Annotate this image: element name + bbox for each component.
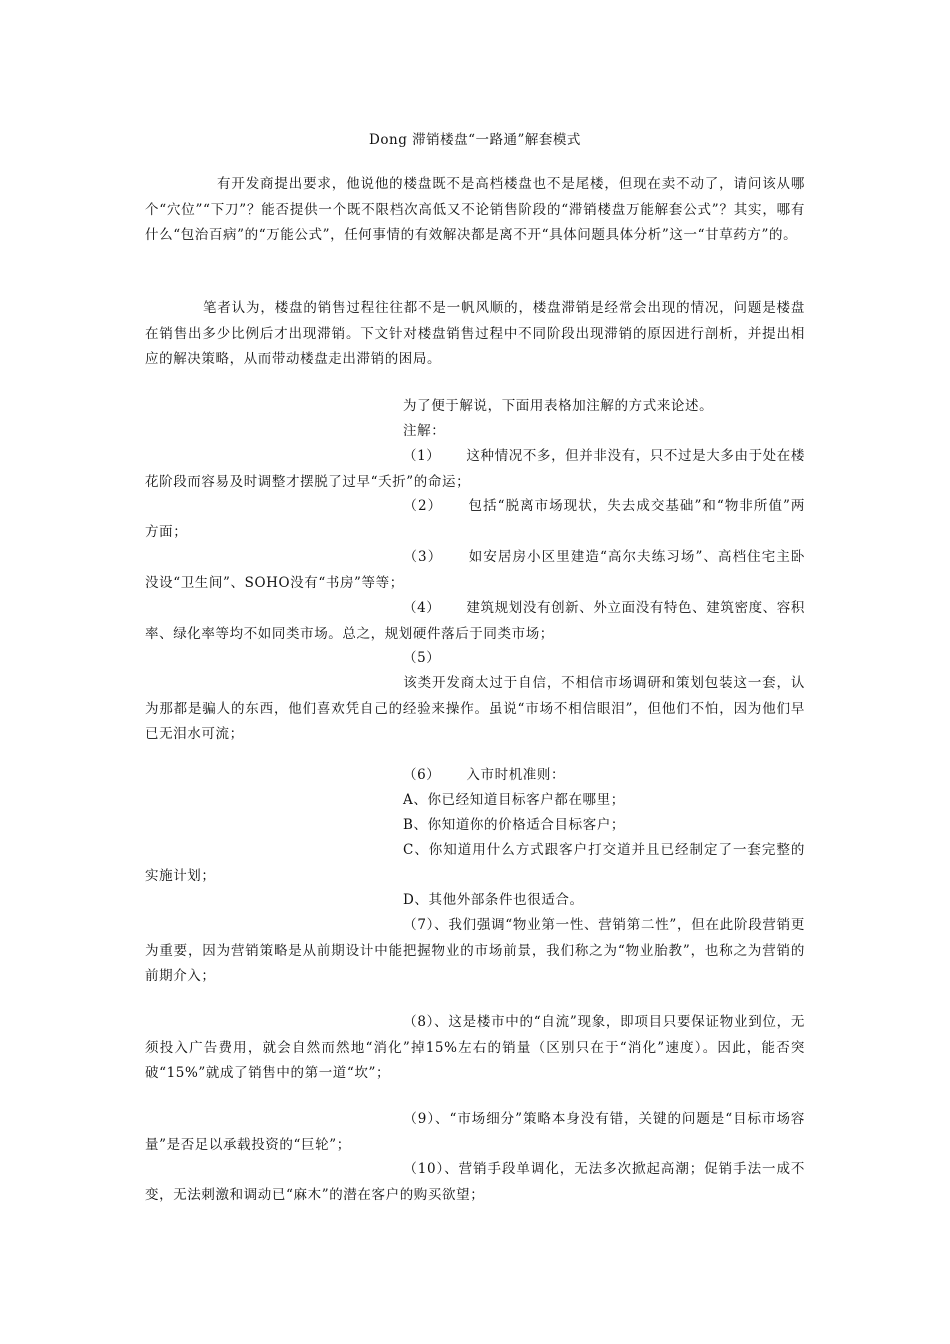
note-5-text: 该类开发商太过于自信，不相信市场调研和策划包装这一套，认为那都是骗人的东西，他们喜欢凭自己的经验来操作。虽说“市场不相信眼泪”，但他们不怕，因为他们早已无泪水可流； [145, 675, 805, 742]
note-6-c-text: C、你知道用什么方式跟客户打交道并且已经制定了一套完整的实施计划； [145, 842, 805, 884]
notes-heading-text: 注解： [403, 423, 446, 439]
note-8-text: （8）、这是楼市中的“自流”现象，即项目只要保证物业到位，无须投入广告费用，就会自然而然地“消化”掉15%左右的销量（区别只在于“消化”速度）。因此，能否突破“15%”就成了销售中的第一道“坎”； [145, 1014, 805, 1081]
note-1 [145, 444, 805, 495]
paragraph-intro: 有开发商提出要求，他说他的楼盘既不是高档楼盘也不是尾楼，但现在卖不动了，请问该从哪个“穴位”“下刀”？能否提供一个既不限档次高低又不论销售阶段的“滞销楼盘万能解套公式”？其实，哪有什么“包治百病”的“万能公式”，任何事情的有效解决都是离不开“具体问题具体分析”这一“甘草药方”的。 [145, 176, 805, 243]
note-3-text: 如安居房小区里建造“高尔夫练习场”、高档住宅主卧没设“卫生间”、SOHO没有“书房”等等； [145, 549, 806, 591]
note-10-text: （10）、营销手段单调化，无法多次掀起高潮；促销手法一成不变，无法刺激和调动已“麻木”的潜在客户的购买欲望； [145, 1161, 805, 1203]
note-6-b-text: B、你知道你的价格适合目标客户； [403, 817, 626, 833]
note-3 [145, 545, 805, 596]
document-title: Dong 滞销楼盘“一路通”解套模式 [369, 132, 581, 148]
note-4-text: 建筑规划没有创新、外立面没有特色、建筑密度、容积率、绿化率等均不如同类市场。总之，规划硬件落后于同类市场； [145, 600, 805, 642]
intro-text: 为了便于解说，下面用表格加注解的方式来论述。 [403, 398, 714, 414]
note-4-number: （4） [403, 600, 441, 616]
note-5-number: （5） [403, 650, 441, 666]
note-6-a-text: A、你已经知道目标客户都在哪里； [403, 792, 625, 808]
note-6-text: 入市时机准则： [466, 767, 566, 783]
note-6-number: （6） [403, 767, 441, 783]
notes-heading [145, 419, 805, 445]
note-2-number: （2） [403, 498, 443, 514]
note-1-text: 这种情况不多，但并非没有，只不过是大多由于处在楼花阶段而容易及时调整才摆脱了过早“夭折”的命运； [145, 448, 805, 490]
note-8 [145, 1010, 805, 1087]
note-1-number: （1） [403, 448, 441, 464]
note-7 [145, 913, 805, 990]
note-9 [145, 1107, 805, 1158]
note-6-d [145, 888, 805, 914]
note-3-number: （3） [403, 549, 443, 565]
note-6-d-text: D、其他外部条件也很适合。 [403, 892, 584, 908]
intro-line [145, 394, 805, 420]
note-2 [145, 494, 805, 545]
note-7-text: （7）、我们强调“物业第一性、营销第二性”，但在此阶段营销更为重要，因为营销策略是从前期设计中能把握物业的市场前景，我们称之为“物业胎教”，也称之为营销的前期介入； [145, 917, 805, 984]
note-6 [145, 763, 805, 789]
note-5 [145, 671, 805, 748]
paragraph-analysis: 笔者认为，楼盘的销售过程往往都不是一帆风顺的，楼盘滞销是经常会出现的情况，问题是楼盘在销售出多少比例后才出现滞销。下文针对楼盘销售过程中不同阶段出现滞销的原因进行剖析，并提出相应的解决策略，从而带动楼盘走出滞销的困局。 [145, 300, 805, 367]
note-9-text: （9）、“市场细分”策略本身没有错，关键的问题是“目标市场容量”是否足以承载投资的“巨轮”； [145, 1111, 805, 1153]
note-2-text: 包括“脱离市场现状，失去成交基础”和“物非所值”两方面； [145, 498, 806, 540]
note-5-number-line [145, 646, 805, 672]
note-6-c [145, 838, 805, 889]
note-6-b [145, 813, 805, 839]
note-10 [145, 1157, 805, 1208]
note-6-a [145, 788, 805, 814]
note-4 [145, 596, 805, 647]
